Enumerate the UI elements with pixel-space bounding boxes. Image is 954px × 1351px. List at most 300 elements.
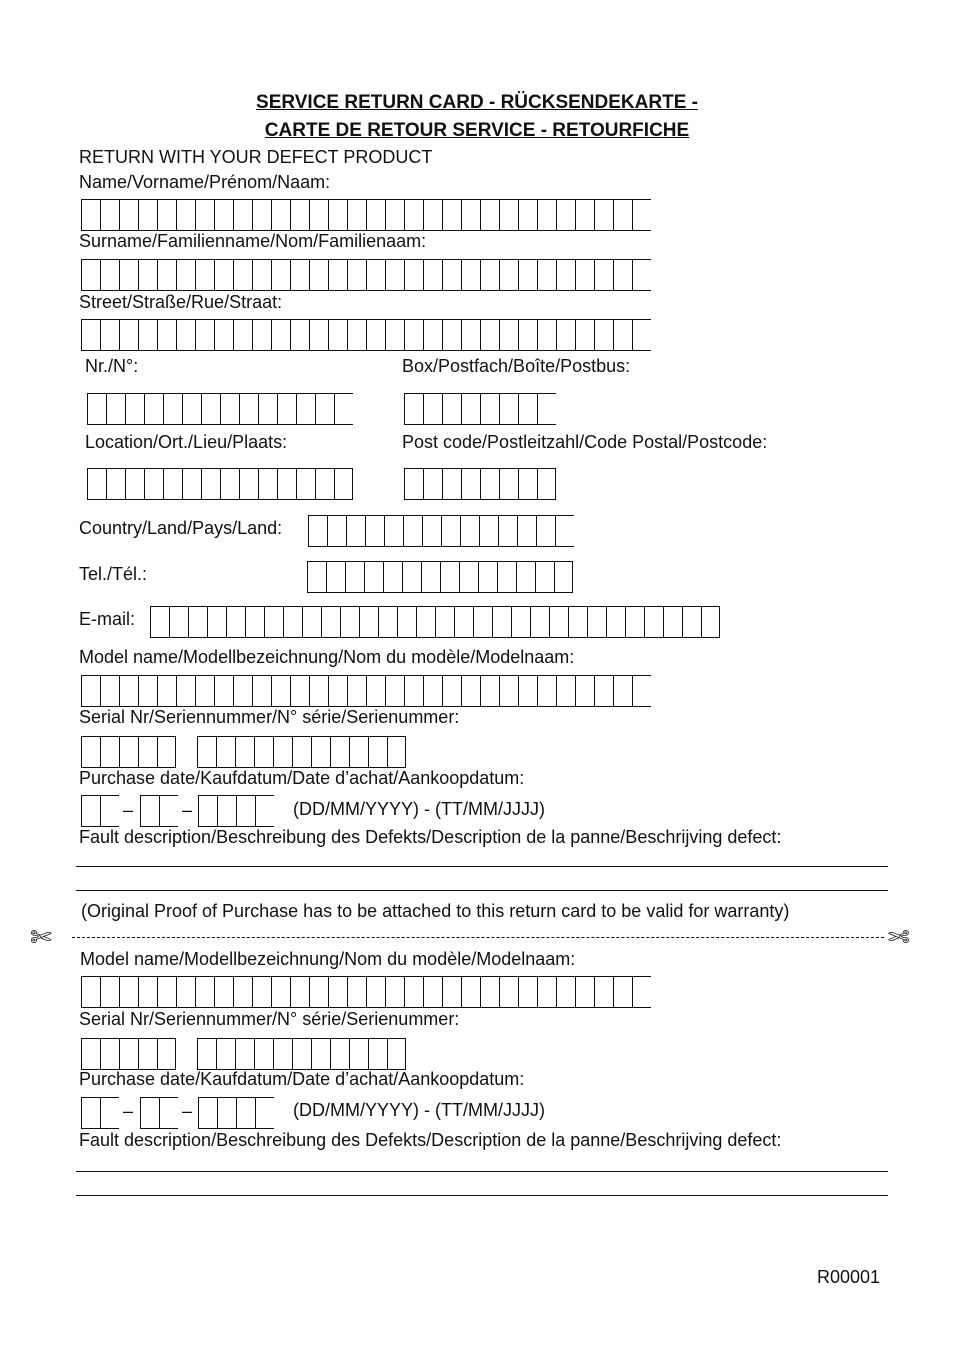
char-box[interactable] bbox=[516, 562, 535, 592]
char-box[interactable] bbox=[385, 977, 404, 1007]
purchase-year-input-stub[interactable] bbox=[198, 1097, 274, 1129]
char-box[interactable] bbox=[423, 200, 442, 230]
char-box[interactable] bbox=[480, 977, 499, 1007]
char-box[interactable] bbox=[594, 320, 613, 350]
char-box[interactable] bbox=[499, 320, 518, 350]
char-box[interactable] bbox=[150, 607, 169, 637]
char-box[interactable] bbox=[81, 676, 100, 706]
char-box[interactable] bbox=[254, 1039, 273, 1069]
char-box[interactable] bbox=[100, 1098, 119, 1128]
char-box[interactable] bbox=[644, 607, 663, 637]
char-box[interactable] bbox=[169, 607, 188, 637]
char-box[interactable] bbox=[478, 562, 497, 592]
char-box[interactable] bbox=[157, 1039, 176, 1069]
char-box[interactable] bbox=[277, 469, 296, 499]
char-box[interactable] bbox=[271, 260, 290, 290]
char-box[interactable] bbox=[340, 607, 359, 637]
char-box[interactable] bbox=[326, 562, 345, 592]
char-box[interactable] bbox=[87, 469, 106, 499]
char-box[interactable] bbox=[473, 607, 492, 637]
char-box[interactable] bbox=[402, 562, 421, 592]
char-box[interactable] bbox=[214, 977, 233, 1007]
char-box[interactable] bbox=[106, 394, 125, 424]
char-box[interactable] bbox=[575, 200, 594, 230]
char-box[interactable] bbox=[385, 320, 404, 350]
char-box[interactable] bbox=[480, 469, 499, 499]
char-box[interactable] bbox=[271, 676, 290, 706]
char-box[interactable] bbox=[327, 516, 346, 546]
char-box[interactable] bbox=[271, 320, 290, 350]
char-box[interactable] bbox=[701, 607, 720, 637]
char-box[interactable] bbox=[556, 320, 575, 350]
char-box[interactable] bbox=[182, 394, 201, 424]
char-box[interactable] bbox=[235, 1039, 254, 1069]
char-box[interactable] bbox=[198, 1098, 217, 1128]
char-box[interactable] bbox=[442, 200, 461, 230]
char-box[interactable] bbox=[480, 676, 499, 706]
char-box[interactable] bbox=[214, 320, 233, 350]
char-box[interactable] bbox=[385, 200, 404, 230]
char-box[interactable] bbox=[461, 200, 480, 230]
char-box[interactable] bbox=[518, 977, 537, 1007]
char-box[interactable] bbox=[537, 676, 556, 706]
char-box[interactable] bbox=[330, 1039, 349, 1069]
char-box[interactable] bbox=[480, 320, 499, 350]
char-box[interactable] bbox=[594, 260, 613, 290]
char-box[interactable] bbox=[461, 469, 480, 499]
char-box[interactable] bbox=[258, 394, 277, 424]
char-box[interactable] bbox=[163, 394, 182, 424]
char-box[interactable] bbox=[119, 320, 138, 350]
char-box[interactable] bbox=[461, 320, 480, 350]
char-box[interactable] bbox=[499, 469, 518, 499]
char-box[interactable] bbox=[144, 469, 163, 499]
char-box[interactable] bbox=[309, 320, 328, 350]
char-box[interactable] bbox=[273, 737, 292, 767]
char-box[interactable] bbox=[556, 676, 575, 706]
char-box[interactable] bbox=[214, 260, 233, 290]
char-box[interactable] bbox=[454, 607, 473, 637]
char-box[interactable] bbox=[366, 676, 385, 706]
char-box[interactable] bbox=[460, 516, 479, 546]
char-box[interactable] bbox=[347, 977, 366, 1007]
char-box[interactable] bbox=[347, 676, 366, 706]
char-box[interactable] bbox=[511, 607, 530, 637]
char-box[interactable] bbox=[252, 977, 271, 1007]
char-box[interactable] bbox=[404, 676, 423, 706]
char-box[interactable] bbox=[216, 1039, 235, 1069]
char-box[interactable] bbox=[258, 469, 277, 499]
char-box[interactable] bbox=[292, 1039, 311, 1069]
char-box[interactable] bbox=[518, 469, 537, 499]
fault-line-stub-2[interactable] bbox=[76, 1195, 888, 1196]
char-box[interactable] bbox=[198, 796, 217, 826]
char-box[interactable] bbox=[328, 320, 347, 350]
char-box[interactable] bbox=[195, 200, 214, 230]
char-box[interactable] bbox=[442, 469, 461, 499]
char-box[interactable] bbox=[385, 260, 404, 290]
char-box[interactable] bbox=[492, 607, 511, 637]
char-box[interactable] bbox=[138, 676, 157, 706]
char-box[interactable] bbox=[140, 1098, 159, 1128]
char-box[interactable] bbox=[307, 562, 326, 592]
char-box[interactable] bbox=[214, 200, 233, 230]
char-box[interactable] bbox=[100, 676, 119, 706]
char-box[interactable] bbox=[606, 607, 625, 637]
char-box[interactable] bbox=[100, 737, 119, 767]
char-box[interactable] bbox=[347, 260, 366, 290]
char-box[interactable] bbox=[383, 562, 402, 592]
char-box[interactable] bbox=[188, 607, 207, 637]
char-box[interactable] bbox=[632, 260, 651, 290]
number-input[interactable] bbox=[87, 393, 353, 425]
char-box[interactable] bbox=[346, 516, 365, 546]
char-box[interactable] bbox=[233, 320, 252, 350]
char-box[interactable] bbox=[349, 737, 368, 767]
char-box[interactable] bbox=[157, 676, 176, 706]
char-box[interactable] bbox=[421, 562, 440, 592]
char-box[interactable] bbox=[290, 977, 309, 1007]
char-box[interactable] bbox=[81, 1098, 100, 1128]
char-box[interactable] bbox=[239, 394, 258, 424]
street-input[interactable] bbox=[81, 319, 651, 351]
char-box[interactable] bbox=[366, 200, 385, 230]
char-box[interactable] bbox=[442, 977, 461, 1007]
char-box[interactable] bbox=[125, 469, 144, 499]
char-box[interactable] bbox=[283, 607, 302, 637]
char-box[interactable] bbox=[195, 676, 214, 706]
char-box[interactable] bbox=[119, 977, 138, 1007]
char-box[interactable] bbox=[309, 977, 328, 1007]
char-box[interactable] bbox=[311, 737, 330, 767]
serial-input-stub-part-2[interactable] bbox=[197, 1038, 406, 1070]
char-box[interactable] bbox=[195, 260, 214, 290]
char-box[interactable] bbox=[201, 394, 220, 424]
char-box[interactable] bbox=[100, 1039, 119, 1069]
char-box[interactable] bbox=[403, 516, 422, 546]
char-box[interactable] bbox=[499, 676, 518, 706]
purchase-month-input-stub[interactable] bbox=[140, 1097, 178, 1129]
char-box[interactable] bbox=[273, 1039, 292, 1069]
char-box[interactable] bbox=[81, 260, 100, 290]
char-box[interactable] bbox=[359, 607, 378, 637]
char-box[interactable] bbox=[315, 394, 334, 424]
char-box[interactable] bbox=[157, 320, 176, 350]
char-box[interactable] bbox=[176, 676, 195, 706]
model-input[interactable] bbox=[81, 675, 651, 707]
char-box[interactable] bbox=[404, 394, 423, 424]
char-box[interactable] bbox=[138, 977, 157, 1007]
char-box[interactable] bbox=[404, 469, 423, 499]
char-box[interactable] bbox=[613, 977, 632, 1007]
char-box[interactable] bbox=[217, 796, 236, 826]
char-box[interactable] bbox=[296, 394, 315, 424]
char-box[interactable] bbox=[138, 1039, 157, 1069]
char-box[interactable] bbox=[252, 200, 271, 230]
char-box[interactable] bbox=[157, 977, 176, 1007]
char-box[interactable] bbox=[461, 676, 480, 706]
char-box[interactable] bbox=[442, 320, 461, 350]
fault-line-2[interactable] bbox=[76, 890, 888, 891]
char-box[interactable] bbox=[157, 200, 176, 230]
char-box[interactable] bbox=[271, 200, 290, 230]
char-box[interactable] bbox=[423, 260, 442, 290]
char-box[interactable] bbox=[138, 737, 157, 767]
char-box[interactable] bbox=[554, 562, 573, 592]
char-box[interactable] bbox=[536, 516, 555, 546]
char-box[interactable] bbox=[321, 607, 340, 637]
char-box[interactable] bbox=[328, 977, 347, 1007]
name-input[interactable] bbox=[81, 199, 651, 231]
char-box[interactable] bbox=[328, 200, 347, 230]
char-box[interactable] bbox=[157, 260, 176, 290]
location-input[interactable] bbox=[87, 468, 353, 500]
char-box[interactable] bbox=[442, 394, 461, 424]
char-box[interactable] bbox=[290, 676, 309, 706]
char-box[interactable] bbox=[334, 469, 353, 499]
char-box[interactable] bbox=[347, 200, 366, 230]
purchase-day-input-stub[interactable] bbox=[81, 1097, 119, 1129]
char-box[interactable] bbox=[345, 562, 364, 592]
char-box[interactable] bbox=[461, 394, 480, 424]
char-box[interactable] bbox=[81, 1039, 100, 1069]
char-box[interactable] bbox=[349, 1039, 368, 1069]
char-box[interactable] bbox=[159, 1098, 178, 1128]
char-box[interactable] bbox=[480, 200, 499, 230]
char-box[interactable] bbox=[404, 977, 423, 1007]
char-box[interactable] bbox=[365, 516, 384, 546]
char-box[interactable] bbox=[518, 676, 537, 706]
char-box[interactable] bbox=[498, 516, 517, 546]
char-box[interactable] bbox=[81, 320, 100, 350]
char-box[interactable] bbox=[575, 676, 594, 706]
char-box[interactable] bbox=[387, 1039, 406, 1069]
char-box[interactable] bbox=[499, 260, 518, 290]
char-box[interactable] bbox=[233, 200, 252, 230]
char-box[interactable] bbox=[216, 737, 235, 767]
char-box[interactable] bbox=[236, 796, 255, 826]
char-box[interactable] bbox=[575, 260, 594, 290]
box-input[interactable] bbox=[404, 393, 556, 425]
char-box[interactable] bbox=[100, 796, 119, 826]
char-box[interactable] bbox=[575, 977, 594, 1007]
char-box[interactable] bbox=[625, 607, 644, 637]
char-box[interactable] bbox=[220, 394, 239, 424]
char-box[interactable] bbox=[499, 977, 518, 1007]
char-box[interactable] bbox=[613, 260, 632, 290]
char-box[interactable] bbox=[549, 607, 568, 637]
char-box[interactable] bbox=[252, 260, 271, 290]
char-box[interactable] bbox=[119, 737, 138, 767]
char-box[interactable] bbox=[309, 260, 328, 290]
char-box[interactable] bbox=[594, 676, 613, 706]
char-box[interactable] bbox=[459, 562, 478, 592]
char-box[interactable] bbox=[479, 516, 498, 546]
char-box[interactable] bbox=[233, 676, 252, 706]
char-box[interactable] bbox=[176, 977, 195, 1007]
char-box[interactable] bbox=[81, 977, 100, 1007]
char-box[interactable] bbox=[442, 260, 461, 290]
char-box[interactable] bbox=[106, 469, 125, 499]
char-box[interactable] bbox=[214, 676, 233, 706]
char-box[interactable] bbox=[292, 737, 311, 767]
char-box[interactable] bbox=[201, 469, 220, 499]
char-box[interactable] bbox=[404, 260, 423, 290]
char-box[interactable] bbox=[176, 200, 195, 230]
char-box[interactable] bbox=[423, 977, 442, 1007]
char-box[interactable] bbox=[233, 977, 252, 1007]
char-box[interactable] bbox=[330, 737, 349, 767]
char-box[interactable] bbox=[119, 1039, 138, 1069]
char-box[interactable] bbox=[138, 200, 157, 230]
char-box[interactable] bbox=[252, 676, 271, 706]
char-box[interactable] bbox=[159, 796, 178, 826]
char-box[interactable] bbox=[368, 737, 387, 767]
char-box[interactable] bbox=[537, 394, 556, 424]
char-box[interactable] bbox=[556, 260, 575, 290]
char-box[interactable] bbox=[255, 1098, 274, 1128]
char-box[interactable] bbox=[632, 320, 651, 350]
char-box[interactable] bbox=[575, 320, 594, 350]
char-box[interactable] bbox=[233, 260, 252, 290]
postcode-input[interactable] bbox=[404, 468, 556, 500]
char-box[interactable] bbox=[422, 516, 441, 546]
char-box[interactable] bbox=[416, 607, 435, 637]
char-box[interactable] bbox=[125, 394, 144, 424]
char-box[interactable] bbox=[328, 260, 347, 290]
purchase-day-input[interactable] bbox=[81, 795, 119, 827]
char-box[interactable] bbox=[138, 320, 157, 350]
char-box[interactable] bbox=[311, 1039, 330, 1069]
char-box[interactable] bbox=[235, 737, 254, 767]
char-box[interactable] bbox=[81, 737, 100, 767]
char-box[interactable] bbox=[100, 200, 119, 230]
char-box[interactable] bbox=[385, 676, 404, 706]
char-box[interactable] bbox=[497, 562, 516, 592]
char-box[interactable] bbox=[594, 200, 613, 230]
char-box[interactable] bbox=[290, 260, 309, 290]
char-box[interactable] bbox=[100, 320, 119, 350]
char-box[interactable] bbox=[537, 977, 556, 1007]
email-input[interactable] bbox=[150, 606, 720, 638]
char-box[interactable] bbox=[182, 469, 201, 499]
char-box[interactable] bbox=[119, 200, 138, 230]
char-box[interactable] bbox=[236, 1098, 255, 1128]
char-box[interactable] bbox=[518, 260, 537, 290]
char-box[interactable] bbox=[663, 607, 682, 637]
char-box[interactable] bbox=[302, 607, 321, 637]
char-box[interactable] bbox=[499, 200, 518, 230]
fault-line-1[interactable] bbox=[76, 866, 888, 867]
char-box[interactable] bbox=[140, 796, 159, 826]
char-box[interactable] bbox=[613, 676, 632, 706]
char-box[interactable] bbox=[517, 516, 536, 546]
char-box[interactable] bbox=[144, 394, 163, 424]
char-box[interactable] bbox=[518, 320, 537, 350]
char-box[interactable] bbox=[308, 516, 327, 546]
char-box[interactable] bbox=[277, 394, 296, 424]
char-box[interactable] bbox=[100, 977, 119, 1007]
char-box[interactable] bbox=[334, 394, 353, 424]
char-box[interactable] bbox=[480, 394, 499, 424]
char-box[interactable] bbox=[315, 469, 334, 499]
char-box[interactable] bbox=[480, 260, 499, 290]
serial-input-stub-part-1[interactable] bbox=[81, 1038, 176, 1070]
char-box[interactable] bbox=[255, 796, 274, 826]
char-box[interactable] bbox=[423, 676, 442, 706]
char-box[interactable] bbox=[309, 676, 328, 706]
char-box[interactable] bbox=[530, 607, 549, 637]
char-box[interactable] bbox=[197, 1039, 216, 1069]
char-box[interactable] bbox=[423, 469, 442, 499]
char-box[interactable] bbox=[81, 200, 100, 230]
char-box[interactable] bbox=[537, 469, 556, 499]
char-box[interactable] bbox=[271, 977, 290, 1007]
char-box[interactable] bbox=[682, 607, 701, 637]
char-box[interactable] bbox=[239, 469, 258, 499]
char-box[interactable] bbox=[397, 607, 416, 637]
char-box[interactable] bbox=[632, 977, 651, 1007]
char-box[interactable] bbox=[163, 469, 182, 499]
char-box[interactable] bbox=[254, 737, 273, 767]
char-box[interactable] bbox=[537, 260, 556, 290]
char-box[interactable] bbox=[461, 977, 480, 1007]
char-box[interactable] bbox=[387, 737, 406, 767]
char-box[interactable] bbox=[157, 737, 176, 767]
char-box[interactable] bbox=[176, 260, 195, 290]
char-box[interactable] bbox=[594, 977, 613, 1007]
char-box[interactable] bbox=[461, 260, 480, 290]
char-box[interactable] bbox=[220, 469, 239, 499]
char-box[interactable] bbox=[119, 260, 138, 290]
char-box[interactable] bbox=[290, 200, 309, 230]
char-box[interactable] bbox=[207, 607, 226, 637]
char-box[interactable] bbox=[537, 320, 556, 350]
serial-input-part-2[interactable] bbox=[197, 736, 406, 768]
char-box[interactable] bbox=[435, 607, 454, 637]
char-box[interactable] bbox=[100, 260, 119, 290]
char-box[interactable] bbox=[423, 320, 442, 350]
char-box[interactable] bbox=[378, 607, 397, 637]
char-box[interactable] bbox=[632, 676, 651, 706]
char-box[interactable] bbox=[309, 200, 328, 230]
char-box[interactable] bbox=[290, 320, 309, 350]
char-box[interactable] bbox=[81, 796, 100, 826]
char-box[interactable] bbox=[368, 1039, 387, 1069]
char-box[interactable] bbox=[423, 394, 442, 424]
char-box[interactable] bbox=[404, 320, 423, 350]
char-box[interactable] bbox=[195, 320, 214, 350]
char-box[interactable] bbox=[296, 469, 315, 499]
char-box[interactable] bbox=[328, 676, 347, 706]
char-box[interactable] bbox=[226, 607, 245, 637]
char-box[interactable] bbox=[404, 200, 423, 230]
char-box[interactable] bbox=[442, 676, 461, 706]
char-box[interactable] bbox=[264, 607, 283, 637]
char-box[interactable] bbox=[87, 394, 106, 424]
purchase-month-input[interactable] bbox=[140, 795, 178, 827]
char-box[interactable] bbox=[366, 260, 385, 290]
char-box[interactable] bbox=[568, 607, 587, 637]
tel-input[interactable] bbox=[307, 561, 573, 593]
char-box[interactable] bbox=[556, 977, 575, 1007]
char-box[interactable] bbox=[364, 562, 383, 592]
char-box[interactable] bbox=[587, 607, 606, 637]
char-box[interactable] bbox=[217, 1098, 236, 1128]
char-box[interactable] bbox=[518, 200, 537, 230]
char-box[interactable] bbox=[252, 320, 271, 350]
char-box[interactable] bbox=[176, 320, 195, 350]
